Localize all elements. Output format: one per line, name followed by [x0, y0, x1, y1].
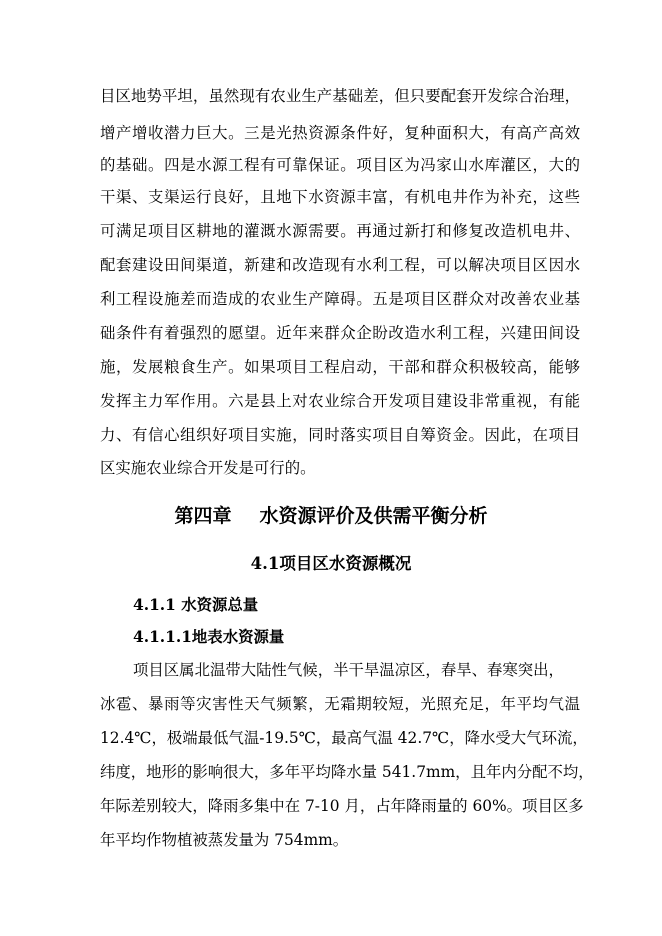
text-line: 发挥主力军作用。六是县上对农业综合开发项目建设非常重视，有能 [100, 392, 580, 410]
text-line: 配套建设田间渠道，新建和改造现有水利工程，可以解决项目区因水 [100, 256, 580, 274]
text-line: 纬度，地形的影响很大，多年平均降水量 541.7mm，且年内分配不均， [100, 763, 594, 781]
text-line: 力、有信心组织好项目实施，同时落实项目自筹资金。因此，在项目 [100, 426, 580, 444]
text-line: 施，发展粮食生产。如果项目工程启动，干部和群众积极较高，能够 [100, 358, 580, 376]
text-line: 项目区属北温带大陆性气候，半干旱温凉区，春旱、春寒突出， [133, 661, 564, 679]
chapter-title: 水资源评价及供需平衡分析 [259, 505, 488, 527]
text-line: 础条件有着强烈的愿望。近年来群众企盼改造水利工程，兴建田间设 [100, 324, 580, 342]
text-line: 年际差别较大，降雨多集中在 7-10 月，占年降雨量的 60%。项目区多 [100, 797, 584, 815]
text-line: 冰雹、暴雨等灾害性天气频繁，无霜期较短，光照充足，年平均气温 [100, 695, 580, 713]
text-line: 可满足项目区耕地的灌溉水源需要。再通过新打和修复改造机电井、 [100, 222, 580, 240]
text-line: 12.4℃，极端最低气温-19.5℃，最高气温 42.7℃，降水受大气环流， [100, 729, 588, 747]
subsection-heading: 4.1.1 水资源总量 [133, 596, 259, 614]
chapter-number: 第四章 [174, 505, 232, 527]
section-heading: 4.1项目区水资源概况 [250, 554, 412, 573]
chapter-heading [0, 501, 662, 531]
text-line: 利工程设施差而造成的农业生产障碍。五是项目区群众对改善农业基 [100, 290, 580, 308]
text-line: 干渠、支渠运行良好，且地下水资源丰富，有机电井作为补充，这些 [100, 188, 580, 206]
text-line: 区实施农业综合开发是可行的。 [100, 459, 316, 477]
text-line: 的基础。四是水源工程有可靠保证。项目区为冯家山水库灌区，大的 [100, 156, 580, 174]
subsubsection-heading: 4.1.1.1地表水资源量 [133, 628, 285, 646]
text-line: 目区地势平坦，虽然现有农业生产基础差，但只要配套开发综合治理， [100, 87, 580, 105]
text-line: 增产增收潜力巨大。三是光热资源条件好，复种面积大，有高产高效 [100, 124, 580, 142]
text-line: 年平均作物植被蒸发量为 754mm。 [100, 831, 349, 849]
